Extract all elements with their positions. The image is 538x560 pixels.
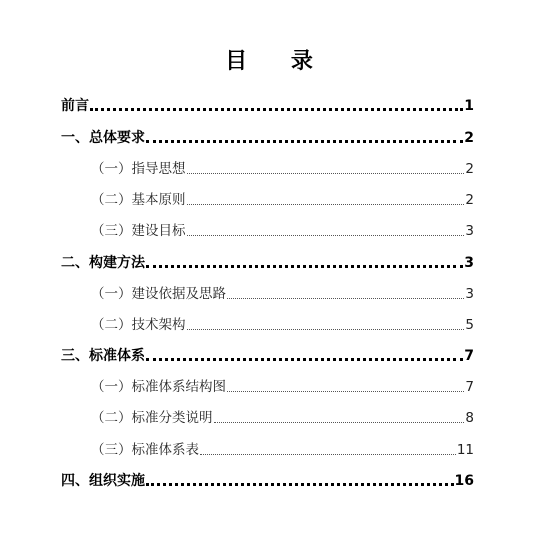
toc-title: 目 录 <box>225 49 331 74</box>
toc-entry-label: （三）标准体系表 <box>91 442 199 458</box>
toc-dot-leader <box>187 204 465 205</box>
toc-entry-label: （二）基本原则 <box>91 192 186 208</box>
toc-entry-label: 一、总体要求 <box>61 130 145 146</box>
toc-dot-leader <box>146 483 454 486</box>
toc-dot-leader <box>227 298 464 299</box>
toc-entry-section-3-3[interactable] <box>91 440 474 460</box>
toc-page-number: 8 <box>465 410 474 426</box>
toc-entry-section-1[interactable] <box>61 128 474 148</box>
toc-entry-section-2-1[interactable] <box>91 284 474 304</box>
toc-dot-leader <box>146 265 463 268</box>
toc-dot-leader <box>187 173 465 174</box>
toc-entry-preface[interactable] <box>61 96 474 116</box>
toc-dot-leader <box>90 108 463 111</box>
toc-dot-leader <box>227 391 464 392</box>
toc-page-number: 11 <box>456 442 474 458</box>
toc-dot-leader <box>187 235 465 236</box>
toc-entry-label: （一）标准体系结构图 <box>91 379 226 395</box>
toc-entry-section-2[interactable] <box>61 253 474 273</box>
toc-dot-leader <box>146 140 463 143</box>
toc-entry-label: （一）指导思想 <box>91 161 186 177</box>
toc-entry-section-3-1[interactable] <box>91 377 474 397</box>
toc-page-number: 3 <box>465 286 474 302</box>
toc-page-number: 3 <box>464 255 474 271</box>
toc-entry-section-2-2[interactable] <box>91 315 474 335</box>
toc-entry-label: （二）标准分类说明 <box>91 410 213 426</box>
toc-entry-label: 前言 <box>61 98 89 114</box>
toc-entry-section-3-2[interactable] <box>91 408 474 428</box>
toc-page-number: 1 <box>464 98 474 114</box>
toc-entry-label: （一）建设依据及思路 <box>91 286 226 302</box>
toc-page-number: 2 <box>465 192 474 208</box>
toc-dot-leader <box>214 422 465 423</box>
toc-dot-leader <box>146 358 463 361</box>
toc-entry-label: 四、组织实施 <box>61 473 145 489</box>
toc-page-number: 2 <box>464 130 474 146</box>
toc-entry-section-1-3[interactable] <box>91 221 474 241</box>
toc-page-number: 7 <box>465 379 474 395</box>
toc-page-number: 3 <box>465 223 474 239</box>
toc-entry-label: 二、构建方法 <box>61 255 145 271</box>
toc-dot-leader <box>200 454 456 455</box>
toc-dot-leader <box>187 329 465 330</box>
toc-entry-section-1-2[interactable] <box>91 190 474 210</box>
toc-page-number: 5 <box>465 317 474 333</box>
toc-page-number: 2 <box>465 161 474 177</box>
toc-entry-section-3[interactable] <box>61 346 474 366</box>
toc-entry-label: （二）技术架构 <box>91 317 186 333</box>
toc-page-number: 16 <box>454 473 474 489</box>
toc-entry-section-1-1[interactable] <box>91 159 474 179</box>
toc-page-number: 7 <box>464 348 474 364</box>
toc-entry-section-4[interactable] <box>61 471 474 491</box>
toc-entry-label: （三）建设目标 <box>91 223 186 239</box>
toc-entry-label: 三、标准体系 <box>61 348 145 364</box>
